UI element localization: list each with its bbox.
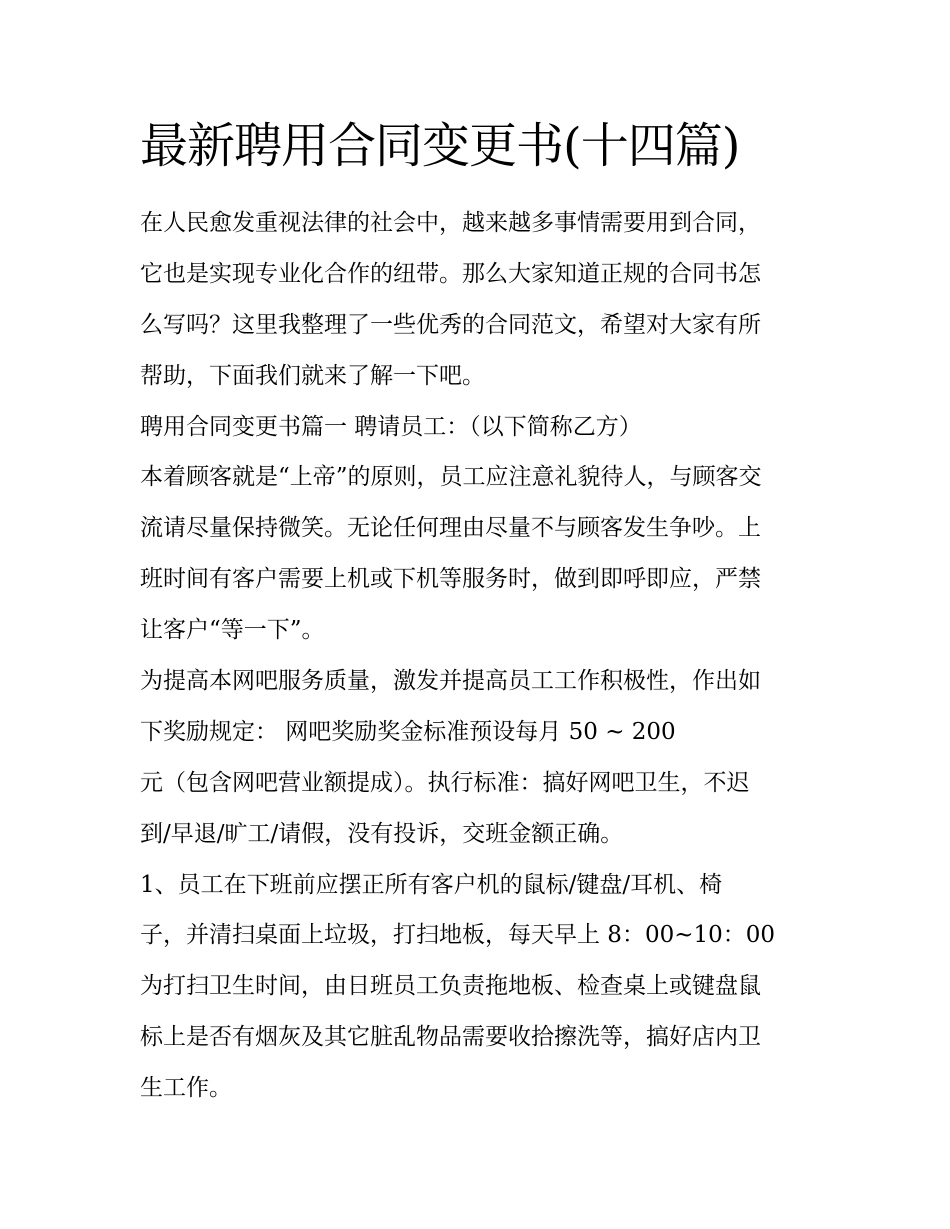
body-line: 流请尽量保持微笑。无论任何理由尽量不与顾客发生争吵。上 (140, 515, 761, 542)
body-line: 本着顾客就是“上帝”的原则，员工应注意礼貌待人，与顾客交 (140, 464, 762, 491)
body-line: 帮助，下面我们就来了解一下吧。 (140, 362, 485, 389)
body-line: 在人民愈发重视法律的社会中，越来越多事情需要用到合同， (140, 210, 761, 236)
section-heading-line: 聘用合同变更书篇一 聘请员工：（以下简称乙方） (140, 413, 642, 440)
list-item-line: 1、员工在下班前应摆正所有客户机的鼠标/键盘/耳机、椅 (140, 871, 723, 898)
body-line: 到/早退/旷工/请假，没有投诉，交班金额正确。 (140, 820, 624, 847)
body-line: 么写吗？这里我整理了一些优秀的合同范文，希望对大家有所 (140, 311, 761, 338)
list-item-line: 标上是否有烟灰及其它脏乱物品需要收拾擦洗等，搞好店内卫 (140, 1024, 761, 1051)
body-line: 下奖励规定： 网吧奖励奖金标准预设每月 50 ~ 200 (140, 718, 676, 745)
body-line: 它也是实现专业化合作的纽带。那么大家知道正规的合同书怎 (140, 260, 761, 287)
body-line: 让客户“等一下”。 (140, 617, 325, 644)
document-title: 最新聘用合同变更书(十四篇) (140, 118, 740, 174)
body-line: 为提高本网吧服务质量，激发并提高员工工作积极性，作出如 (140, 668, 761, 695)
list-item-line: 生工作。 (140, 1075, 232, 1102)
body-line: 元（包含网吧营业额提成）。执行标准：搞好网吧卫生，不迟 (140, 769, 750, 796)
list-item-line: 子，并清扫桌面上垃圾，打扫地板，每天早上 8：00~10：00 (140, 922, 776, 949)
body-line: 班时间有客户需要上机或下机等服务时，做到即呼即应，严禁 (140, 566, 761, 593)
list-item-line: 为打扫卫生时间，由日班员工负责拖地板、检查桌上或键盘鼠 (140, 973, 761, 1000)
document-body (140, 198, 820, 1114)
